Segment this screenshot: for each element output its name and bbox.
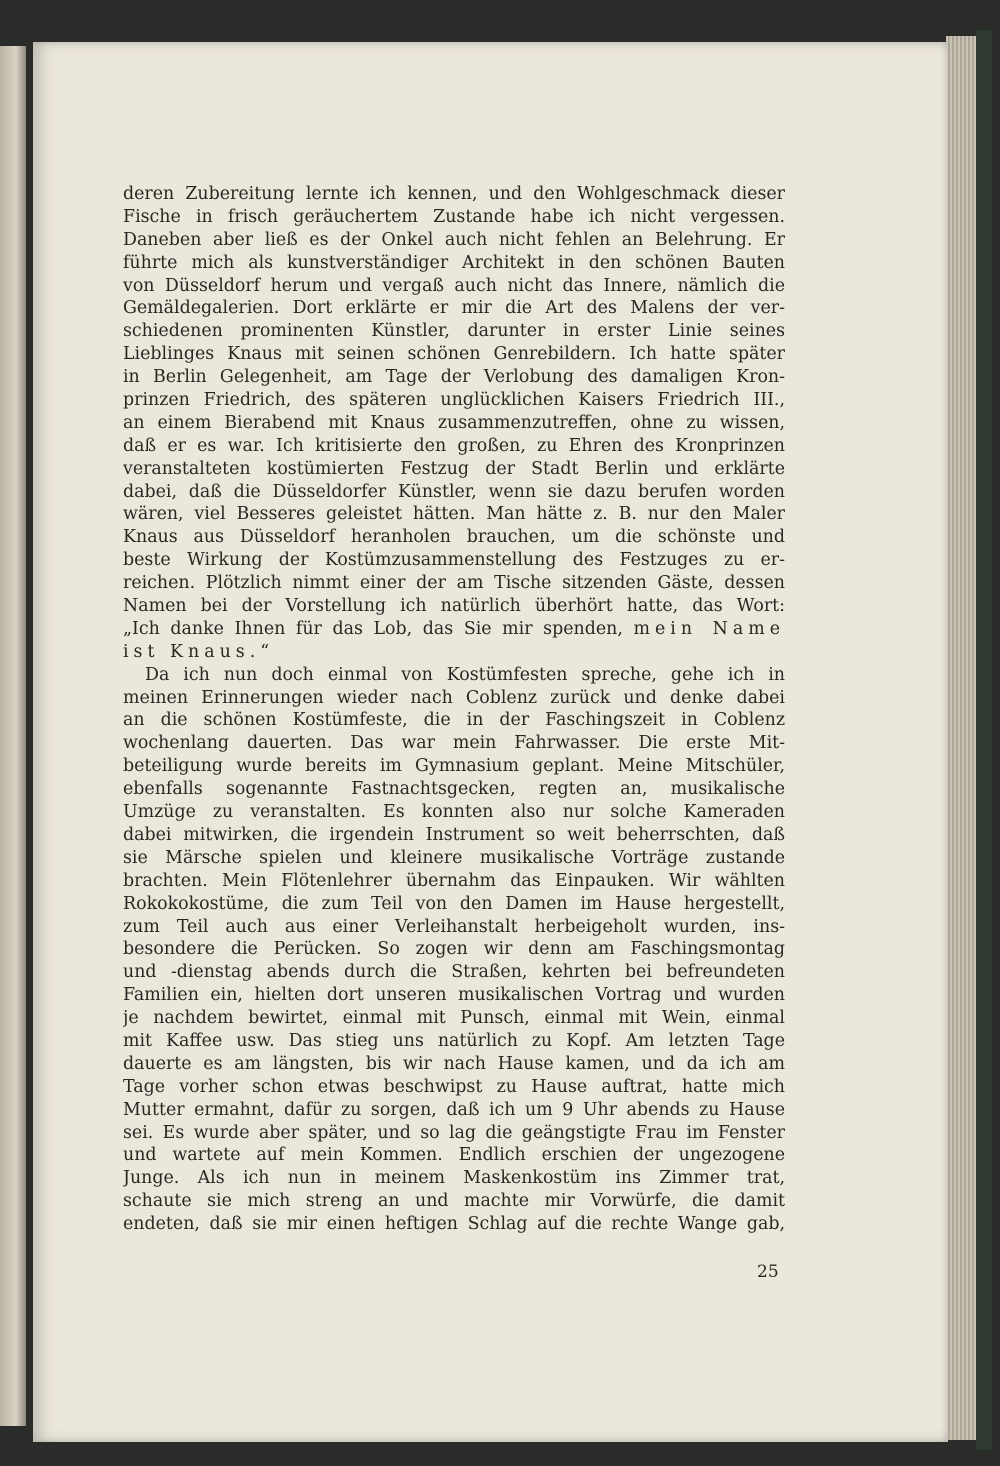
text-line: und wartete auf mein Kommen. Endlich erschien der ungezogene [123,1145,785,1166]
text-line: schaute sie mich streng an und machte mir Vorwürfe, die damit [123,1191,785,1212]
text-line: wochenlang dauerten. Das war mein Fahrwasser. Die erste Mit- [123,733,785,754]
text-line: Umzüge zu veranstalten. Es konnten also nur solche Kameraden [123,802,785,823]
text-line: wären, viel Besseres geleistet hätten. Man hätte z. B. nur den Maler [123,504,785,525]
text-line: reichen. Plötzlich nimmt einer der am Tische sitzenden Gäste, dessen [123,573,785,594]
text-line: beste Wirkung der Kostümzusammenstellung des Festzuges zu er- [123,550,785,571]
page-number: 25 [757,1262,779,1282]
text-line: Tage vorher schon etwas beschwipst zu Hause auftrat, hatte mich [123,1076,785,1097]
text-line: an die schönen Kostümfeste, die in der Faschingszeit in Coblenz [123,710,785,731]
text-line: je nachdem bewirtet, einmal mit Punsch, einmal mit Wein, einmal [123,1008,785,1029]
text-line: endeten, daß sie mir einen heftigen Schlag auf die rechte Wange gab, [123,1214,785,1235]
text-line: meinen Erinnerungen wieder nach Coblenz zurück und denke dabei [123,687,785,708]
text-line: Fische in frisch geräuchertem Zustande habe ich nicht vergessen. [123,206,785,227]
body-text [123,183,785,1236]
text-line: veranstalteten kostümierten Festzug der Stadt Berlin und erklärte [123,458,785,479]
text-line: in Berlin Gelegenheit, am Tage der Verlobung des damaligen Kron- [123,367,785,388]
text-line: Gemäldegalerien. Dort erklärte er mir die Art des Malens der ver- [123,298,785,319]
text-line: Mutter ermahnt, dafür zu sorgen, daß ich um 9 Uhr abends zu Hause [123,1099,785,1120]
text-line: Lieblinges Knaus mit seinen schönen Genrebildern. Ich hatte später [123,344,785,365]
text-line: dauerte es am längsten, bis wir nach Hause kamen, und da ich am [123,1053,785,1074]
text-line: besondere die Perücken. So zogen wir denn am Faschingsmontag [123,939,785,960]
book-cover-edge [976,30,992,1450]
text-line: sie Märsche spielen und kleinere musikalische Vorträge zustande [123,847,785,868]
paragraph-start-line: Da ich nun doch einmal von Kostümfesten spreche, gehe ich in [145,664,785,685]
page-edge-stack [946,36,976,1440]
text-line: prinzen Friedrich, des späteren unglücklichen Kaisers Friedrich III., [123,390,785,411]
text-line: mit Kaffee usw. Das stieg uns natürlich zu Kopf. Am letzten Tage [123,1030,785,1051]
text-line: deren Zubereitung lernte ich kennen, und den Wohlgeschmack dieser [123,184,785,204]
text-line: an einem Bierabend mit Knaus zusammenzutreffen, ohne zu wissen, [123,412,785,433]
text-line: dabei, daß die Düsseldorfer Künstler, wenn sie dazu berufen worden [123,481,785,502]
text-line: und -dienstag abends durch die Straßen, kehrten bei befreundeten [123,962,785,983]
text-line: daß er es war. Ich kritisierte den großen, zu Ehren des Kronprinzen [123,435,785,456]
text-line: Junge. Als ich nun in meinem Maskenkostüm ins Zimmer trat, [123,1168,785,1189]
quote-text: „Ich danke Ihnen für das Lob, das Sie mir spenden, [123,618,623,639]
text-line: zum Teil auch aus einer Verleihanstalt herbeigeholt wurden, ins- [123,916,785,937]
text-line: schiedenen prominenten Künstler, darunter in erster Linie seines [123,321,785,342]
text-line: brachten. Mein Flötenlehrer übernahm das Einpauken. Wir wählten [123,870,785,891]
text-line-spaced: ist Knaus.“ [123,641,275,662]
left-page-edge [0,46,26,1426]
text-line: beteiligung wurde bereits im Gymnasium geplant. Meine Mitschüler, [123,756,785,777]
text-line: ebenfalls sogenannte Fastnachtsgecken, regten an, musikalische [123,779,785,800]
spaced-emphasis: mein Name [633,618,785,639]
text-line: Namen bei der Vorstellung ich natürlich überhört hatte, das Wort: [123,596,785,617]
text-line: Daneben aber ließ es der Onkel auch nicht fehlen an Belehrung. Er [123,229,785,250]
text-line: Rokokokostüme, die zum Teil von den Damen im Hause hergestellt, [123,893,785,914]
text-line: Knaus aus Düsseldorf heranholen brauchen, um die schönste und [123,527,785,548]
text-line: führte mich als kunstverständiger Architekt in den schönen Bauten [123,252,785,273]
text-line: Familien ein, hielten dort unseren musikalischen Vortrag und wurden [123,985,785,1006]
text-line: sei. Es wurde aber später, und so lag die geängstigte Frau im Fenster [123,1122,785,1143]
text-line: von Düsseldorf herum und vergaß auch nicht das Innere, nämlich die [123,275,785,296]
text-line: dabei mitwirken, die irgendein Instrument so weit beherrschten, daß [123,824,785,845]
text-line [123,618,785,641]
